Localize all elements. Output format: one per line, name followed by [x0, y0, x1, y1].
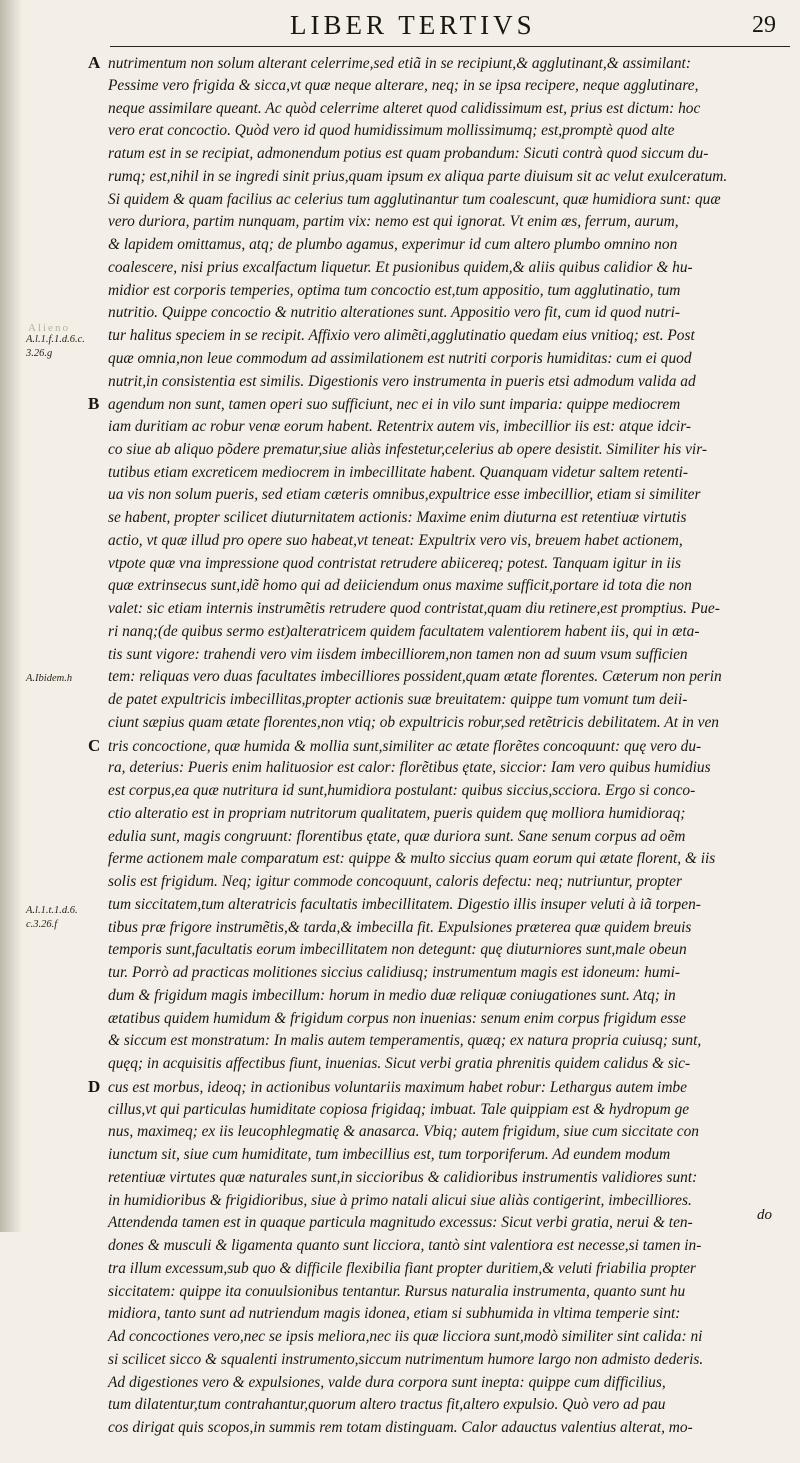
text-line [88, 143, 778, 166]
line-text: si scilicet sicco & squalenti instrumento,siccum nutrimentum humore largo non admisto dederis. [108, 1350, 704, 1368]
section-letter: B [88, 394, 100, 414]
line-text: tum siccitatem,tum alteratricis facultatis imbecillitatem. Digestio illis insuper veluti à iã torpen- [108, 895, 701, 913]
line-text: valet: sic etiam internis instrumẽtis retrudere quod contristat,quam diu retinere,est promptius. Pue- [108, 600, 720, 617]
line-text: ætatibus quidem humidum & frigidum corpus non inuenias: senum enim corpus frigidum esse [108, 1009, 686, 1027]
line-text: cillus,vt qui particulas humiditate copiosa frigidaq; imbuat. Tale quippiam est & hydropum ge [108, 1100, 690, 1118]
line-text: tis sunt vigore: trahendi vero vim iisdem imbecilliorem,non tamen non ad suum vsum sufficien [108, 645, 688, 663]
text-line [88, 530, 778, 553]
text-line [88, 598, 778, 621]
text-line [88, 211, 778, 234]
text-line [88, 644, 778, 667]
line-text: midior est corporis temperies, optima tum concoctio est,tum appositio, tum agglutinatio, tum [108, 281, 681, 299]
line-text: actio, vt quæ illud pro opere suo habeat,vt teneat: Expultrix vero vis, breuem habet actionem, [108, 531, 683, 549]
text-line [88, 1008, 778, 1031]
text-line [88, 1440, 778, 1463]
text-line [88, 939, 778, 962]
text-line [88, 507, 778, 530]
line-text: rumq; est,nihil in se ingredi sinit prius,quam ipsum ex aliqua parte diuisum sit ac velut exulceratum. [108, 167, 728, 185]
line-text: & siccum est monstratum: In malis autem temperamentis, quæq; ex natura propria cuiusq; sunt, [108, 1032, 702, 1050]
line-text: tris concoctione, quæ humida & mollia sunt,similiter ac ætate florẽtes concoquunt: quę vero du- [108, 737, 702, 755]
line-text: iunctum sit, siue cum humiditate, tum imbecillius est, tum torporiferum. Ad eundem modum [108, 1146, 671, 1163]
text-line [88, 1394, 778, 1417]
text-line [88, 871, 778, 894]
line-text: ra, deterius: Pueris enim halituosior est calor: florẽtibus ętate, siccior: Iam vero quibus humidius [108, 759, 711, 777]
text-line [88, 120, 778, 143]
text-line [88, 280, 778, 303]
line-text: edulia sunt, magis congruunt: florentibus ętate, quæ duriora sunt. Sane senum corpus ad oẽm [108, 827, 686, 845]
binding-shadow [0, 0, 22, 1232]
line-text: ciunt sæpius quam ætate florentes,non vtiq; ob expultricis robur,sed retẽtricis debilitatem. At in ven [108, 713, 719, 731]
line-text: tur. Porrò ad practicas molitiones siccius calidiusq; instrumentum magis est idoneum: humi- [108, 964, 680, 981]
text-line [88, 1281, 778, 1304]
text-line [88, 484, 778, 507]
text-line [88, 735, 778, 758]
line-text: quæ extrinsecus sunt,idẽ homo qui ad deiiciendum onus maxime sufficit,portare id tota die non [108, 577, 692, 595]
text-line [88, 712, 778, 735]
page-header [0, 10, 800, 44]
line-text: Pessime vero frigida & sicca,vt quæ neque alterare, neq; in se ipsa recipere, neque agglutinare, [108, 76, 699, 94]
line-text: retentiuæ virtutes quæ naturales sunt,in siccioribus & calidioribus instrumentis validiores sunt: [108, 1168, 698, 1186]
line-text: cos dirigat quis scopos,in summis rem totam distinguam. Calor adauctus valentius alterat, mo- [108, 1419, 693, 1436]
text-line [88, 1030, 778, 1053]
page-number: 29 [752, 12, 776, 38]
text-line [88, 439, 778, 462]
text-line [88, 1372, 778, 1395]
section-letter: D [88, 1076, 101, 1096]
line-text: dum & frigidum magis imbecillum: horum in medio duæ reliquæ coniugationes sunt. Atq; in [108, 986, 676, 1004]
line-text: cus est morbus, ideoq; in actionibus voluntariis maximum habet robur: Lethargus autem imbe [108, 1078, 687, 1096]
line-text: tutibus etiam excreticem mediocrem in imbecillitate habent. Quanquam videtur saltem retenti- [108, 463, 688, 481]
line-text: neque assimilare queant. Ac quòd celerrime alteret quod calidissimum est, prius est dictum: hoc [108, 99, 701, 117]
text-line [88, 1076, 778, 1099]
line-text: ratum est in se recipiat, admonendum potius est quam probandum: Sicuti contrà quod siccum du- [108, 145, 709, 162]
text-line [88, 393, 778, 416]
line-text: tibus præ frigore instrumẽtis,& tarda,& imbecilla fit. Expulsiones præterea quæ quidem breuis [108, 918, 692, 936]
line-text: Ad concoctiones vero,nec se ipsis meliora,nec iis quæ licciora sunt,modò similiter sint calida: ni [108, 1328, 703, 1345]
section-letter: A [88, 53, 101, 72]
text-line [88, 962, 778, 985]
line-text: nutrimentum non solum alterant celerrime,sed etiã in se recipiunt,& agglutinant,& assimilant: [108, 55, 691, 72]
text-line [88, 462, 778, 485]
line-text: ferme actionem male comparatum est: quippe & multo siccius quam eorum qui ætate florent, & iis [108, 850, 716, 868]
line-text: se habent, propter scilicet diuturnitatem actionis: Maxime enim diuturna est retentiuæ virtutis [108, 509, 687, 526]
text-line [88, 621, 778, 644]
text-line [88, 757, 778, 780]
text-line [88, 553, 778, 576]
line-text: Ad digestiones vero & expulsiones, valde dura corpora sunt inepta: quippe cum difficilius, [108, 1373, 666, 1391]
section-letter: C [88, 735, 101, 755]
line-text: Attendenda tamen est in quaque particula magnitudo excessus: Sicut verbi gratia, nerui & ten- [108, 1214, 693, 1232]
line-text: siccitatem: quippe ita conuulsionibus tentantur. Rursus naturalia instrumenta, quanto sunt hu [108, 1282, 686, 1300]
text-line [88, 75, 778, 98]
line-text: coalescere, nisi prius excalfactum liquetur. Et pusionibus quidem,& aliis quibus calidior & hu- [108, 258, 693, 276]
text-line [88, 666, 778, 689]
margin-reference: A.l.1.t.1.d.6. c.3.26.f [26, 905, 78, 930]
text-line [88, 416, 778, 439]
text-line [88, 1121, 778, 1144]
text-line [88, 1053, 778, 1076]
text-line [88, 257, 778, 280]
text-line [88, 1417, 778, 1440]
line-text: quęq; in acquisitis affectibus fiunt, inuenias. Sicut verbi gratia phrenitis quidem calidus & sic- [108, 1055, 691, 1072]
line-text: ua vis non solum pueris, sed etiam cæteris omnibus,expultrice esse imbecillior, etiam si similiter [108, 486, 701, 504]
text-line [88, 371, 778, 394]
text-line [88, 780, 778, 803]
line-text: midiora, tanto sunt ad nutriendum magis idonea, etiam si subhumida in vltima temperie sint: [108, 1305, 681, 1323]
line-text: nutritio. Quippe concoctio & nutritio alterationes sunt. Appositio vero fit, cum id quod nutri- [108, 304, 680, 322]
running-head: LIBER TERTIVS [290, 10, 536, 40]
text-line [88, 1349, 778, 1372]
line-text: ri nanq;(de quibus sermo est)alteratricem quidem facultatem valentiorem habent iis, qui in æta- [108, 622, 700, 640]
text-line [88, 689, 778, 712]
text-line [88, 1258, 778, 1281]
line-text: vtpote quæ vna impressione quod contristat retrudere abiicereq; potest. Tanquam igitur in iis [108, 554, 681, 572]
text-line [88, 1326, 778, 1349]
line-text: tra illum excessum,sub quo & difficile flexibilia fiant propter duritiem,& veluti friabilia propter [108, 1259, 696, 1277]
line-text: iam duritiam ac robur venæ eorum habent. Retentrix autem vis, imbecillior iis est: atque idcir- [108, 418, 692, 435]
margin-reference: A.l.1.f.1.d.6.c. 3.26.g [26, 334, 85, 359]
text-line [88, 1099, 778, 1122]
text-line [88, 826, 778, 849]
line-text: nus, maximeq; ex iis leucophlegmatię & anasarca. Vbiq; autem frigidum, siue cum siccitate con [108, 1123, 699, 1141]
text-line [88, 894, 778, 917]
line-text: vero duriora, partim nunquam, partim vix: nemo est qui ignorat. Vt enim æs, ferrum, aurum, [108, 213, 679, 231]
text-line [88, 575, 778, 598]
line-text: solis est frigidum. Neq; igitur commode concoquunt, caloris defectu: neq; nutriuntur, propter [108, 873, 682, 890]
catchword: do [757, 1207, 772, 1223]
text-line [88, 1144, 778, 1167]
line-text: ctio alteratio est in propriam nutritorum qualitatem, pueris quidem quę molliora humidioraq; [108, 804, 686, 822]
text-line [88, 1303, 778, 1326]
line-text: & lapidem omittamus, atq; de plumbo agamus, experimur id cum altero plumbo omnino non [108, 236, 678, 253]
line-text: vero erat concoctio. Quòd vero id quod humidissimum mollissimumq; est,promptè quod alte [108, 122, 675, 140]
line-text: agendum non sunt, tamen operi suo sufficiunt, nec ei in vilo sunt imparia: quippe mediocrem [108, 396, 681, 414]
line-text: Si quidem & quam facilius ac celerius tum agglutinantur tum coalescunt, quæ humidiora sunt: quæ [108, 190, 721, 208]
text-line [88, 848, 778, 871]
text-line [88, 234, 778, 257]
line-text: in humidioribus & frigidioribus, siue à primo natali alicui siue aliàs contigerint, imbecilliores. [108, 1191, 692, 1209]
line-text: de patet expultricis imbecillitas,propter actionis suæ breuitatem: quippe tum vomunt tum deii- [108, 691, 688, 708]
text-line [88, 166, 778, 189]
line-text: co siue ab aliquo põdere prematur,siue aliàs infestetur,celerius ab opere desistit. Similiter his vir- [108, 440, 708, 458]
line-text: tum dilatentur,tum contrahantur,quorum altero tractus fit,altero expulsio. Quò vero ad pau [108, 1396, 666, 1414]
margin-reference: A.Ibidem.h [26, 673, 73, 684]
line-text: quæ omnia,non leue commodum ad assimilationem est nutriti corporis humiditas: cum ei quod [108, 349, 692, 367]
text-line [88, 189, 778, 212]
line-text: est corpus,ea quæ nutritura id sunt,humidiora postulant: quibus siccius,scciora. Ergo si conco- [108, 782, 696, 799]
faded-margin-note: Alieno [28, 322, 70, 334]
line-text: nutrit,in consistentia est similis. Digestionis vero instrumenta in pueris etsi admodum valida ad [108, 372, 696, 390]
header-rule [110, 46, 790, 47]
body-text [88, 52, 778, 1463]
text-line [88, 985, 778, 1008]
text-line [88, 98, 778, 121]
line-text: dones & musculi & ligamenta quanto sunt licciora, tantò sint valentiora est necesse,si tamen in- [108, 1237, 702, 1254]
text-line [88, 917, 778, 940]
text-line [88, 302, 778, 325]
line-text: temporis sunt,facultatis eorum imbecillitatem non detegunt: quę diuturniores sunt,male obeun [108, 941, 687, 959]
text-line [88, 1235, 778, 1258]
line-text: tem: reliquas vero duas facultates imbecilliores possident,quam ætate florentes. Cæterum non perin [108, 668, 722, 686]
text-line [88, 325, 778, 348]
text-line [88, 348, 778, 371]
text-line [88, 52, 778, 75]
text-line [88, 803, 778, 826]
line-text: tur halitus speciem in se recipit. Affixio vero alimẽti,agglutinatio quedam eius vnitioq; est. Post [108, 327, 695, 344]
text-line [88, 1190, 778, 1213]
text-line [88, 1167, 778, 1190]
